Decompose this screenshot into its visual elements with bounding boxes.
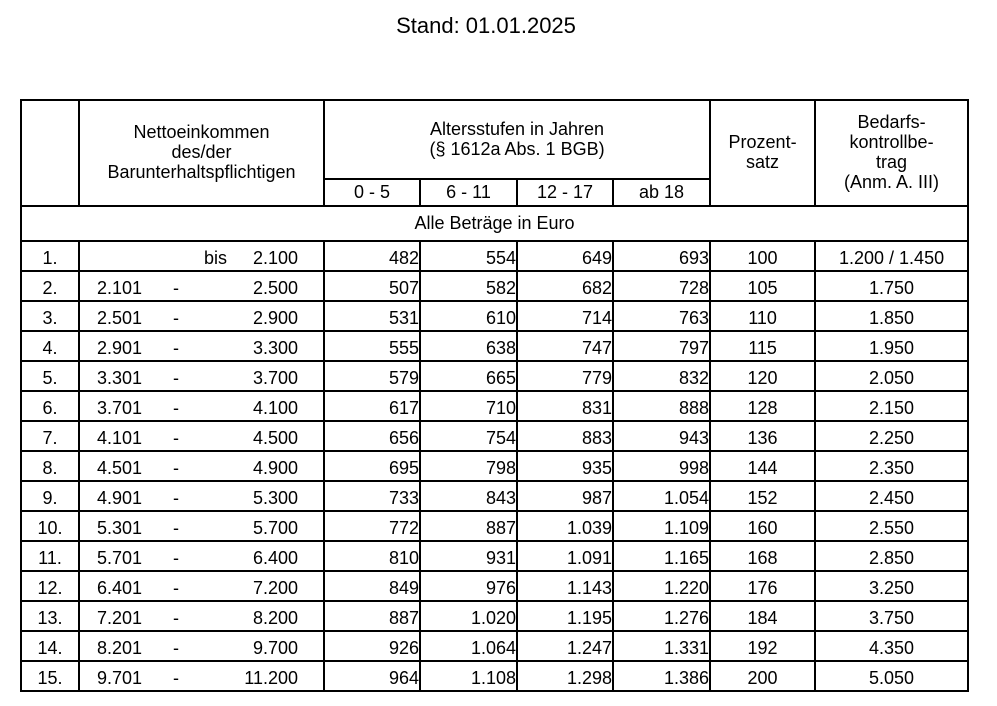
percent-value: 184 (710, 601, 815, 631)
amount-age-0-5: 482 (324, 241, 420, 271)
row-number: 6. (21, 391, 79, 421)
row-number: 2. (21, 271, 79, 301)
income-range (79, 541, 324, 571)
percent-value: 115 (710, 331, 815, 361)
table-row (21, 541, 968, 571)
need-amount-value: 2.450 (815, 481, 968, 511)
amount-age-6-11: 754 (420, 421, 517, 451)
percent-value: 120 (710, 361, 815, 391)
amount-age-6-11: 1.064 (420, 631, 517, 661)
amount-age-18-plus: 832 (613, 361, 710, 391)
amount-age-0-5: 507 (324, 271, 420, 301)
amount-age-12-17: 935 (517, 451, 613, 481)
amount-age-6-11: 887 (420, 511, 517, 541)
amount-age-6-11: 582 (420, 271, 517, 301)
amount-age-18-plus: 1.386 (613, 661, 710, 691)
income-dash: - (173, 578, 179, 599)
row-number: 7. (21, 421, 79, 451)
amount-age-0-5: 926 (324, 631, 420, 661)
amount-age-18-plus: 763 (613, 301, 710, 331)
percent-value: 168 (710, 541, 815, 571)
amount-age-12-17: 987 (517, 481, 613, 511)
income-lower: 4.901 (97, 488, 143, 509)
percent-value: 110 (710, 301, 815, 331)
amount-age-6-11: 931 (420, 541, 517, 571)
income-lower: 4.501 (97, 458, 143, 479)
amount-age-0-5: 656 (324, 421, 420, 451)
percent-value: 160 (710, 511, 815, 541)
unit-note: Alle Beträge in Euro (21, 206, 968, 241)
percent-value: 152 (710, 481, 815, 511)
header-number-cell (21, 100, 79, 206)
header-income: Nettoeinkommen des/der Barunterhaltspflichtigen (79, 100, 324, 206)
row-number: 13. (21, 601, 79, 631)
amount-age-12-17: 1.298 (517, 661, 613, 691)
row-number: 15. (21, 661, 79, 691)
age-group-12-17: 12 - 17 (517, 179, 613, 206)
income-range (79, 421, 324, 451)
income-lower: 2.901 (97, 338, 143, 359)
table-row (21, 331, 968, 361)
income-dash: - (173, 668, 179, 689)
amount-age-18-plus: 1.276 (613, 601, 710, 631)
income-upper: 4.500 (252, 428, 298, 449)
amount-age-6-11: 1.020 (420, 601, 517, 631)
income-lower: 5.701 (97, 548, 143, 569)
amount-age-0-5: 555 (324, 331, 420, 361)
income-dash: - (173, 518, 179, 539)
need-amount-value: 1.200 / 1.450 (815, 241, 968, 271)
percent-value: 136 (710, 421, 815, 451)
income-dash: - (173, 278, 179, 299)
amount-age-0-5: 531 (324, 301, 420, 331)
income-upper: 2.500 (252, 278, 298, 299)
percent-value: 105 (710, 271, 815, 301)
income-range (79, 301, 324, 331)
need-amount-value: 2.350 (815, 451, 968, 481)
amount-age-6-11: 610 (420, 301, 517, 331)
income-dash: - (173, 548, 179, 569)
percent-value: 100 (710, 241, 815, 271)
amount-age-6-11: 554 (420, 241, 517, 271)
income-dash: - (173, 338, 179, 359)
row-number: 9. (21, 481, 79, 511)
header-row-1 (21, 100, 968, 179)
amount-age-0-5: 733 (324, 481, 420, 511)
amount-age-6-11: 638 (420, 331, 517, 361)
table-row (21, 451, 968, 481)
income-lower: 3.701 (97, 398, 143, 419)
income-upper: 3.700 (252, 368, 298, 389)
income-range (79, 661, 324, 691)
need-amount-value: 5.050 (815, 661, 968, 691)
amount-age-0-5: 964 (324, 661, 420, 691)
percent-value: 192 (710, 631, 815, 661)
row-number: 3. (21, 301, 79, 331)
income-dash: - (173, 368, 179, 389)
income-dash: - (173, 608, 179, 629)
income-upper: 11.200 (244, 668, 298, 689)
need-amount-value: 2.250 (815, 421, 968, 451)
row-number: 10. (21, 511, 79, 541)
amount-age-12-17: 779 (517, 361, 613, 391)
income-range (79, 241, 324, 271)
amount-age-0-5: 579 (324, 361, 420, 391)
amount-age-6-11: 710 (420, 391, 517, 421)
amount-age-18-plus: 1.165 (613, 541, 710, 571)
table-row (21, 481, 968, 511)
income-upper: 7.200 (252, 578, 298, 599)
amount-age-12-17: 1.039 (517, 511, 613, 541)
income-upper: 8.200 (252, 608, 298, 629)
row-number: 4. (21, 331, 79, 361)
amount-age-12-17: 714 (517, 301, 613, 331)
percent-value: 176 (710, 571, 815, 601)
income-lower: 7.201 (97, 608, 143, 629)
age-group-6-11: 6 - 11 (420, 179, 517, 206)
amount-age-12-17: 682 (517, 271, 613, 301)
amount-age-6-11: 976 (420, 571, 517, 601)
table-row (21, 511, 968, 541)
income-range (79, 481, 324, 511)
amount-age-12-17: 1.143 (517, 571, 613, 601)
amount-age-0-5: 887 (324, 601, 420, 631)
amount-age-0-5: 849 (324, 571, 420, 601)
need-amount-value: 4.350 (815, 631, 968, 661)
income-lower: 8.201 (97, 638, 143, 659)
need-amount-value: 2.550 (815, 511, 968, 541)
row-number: 14. (21, 631, 79, 661)
income-upper: 9.700 (252, 638, 298, 659)
amount-age-18-plus: 888 (613, 391, 710, 421)
income-bis-label: bis (204, 248, 228, 269)
need-amount-value: 3.250 (815, 571, 968, 601)
income-range (79, 601, 324, 631)
income-range (79, 451, 324, 481)
amount-age-12-17: 747 (517, 331, 613, 361)
table-row (21, 301, 968, 331)
income-lower: 6.401 (97, 578, 143, 599)
amount-age-18-plus: 693 (613, 241, 710, 271)
maintenance-table (20, 99, 969, 692)
table-row (21, 571, 968, 601)
age-group-0-5: 0 - 5 (324, 179, 420, 206)
need-amount-value: 1.950 (815, 331, 968, 361)
amount-age-6-11: 798 (420, 451, 517, 481)
income-dash: - (173, 398, 179, 419)
amount-age-18-plus: 728 (613, 271, 710, 301)
table-row (21, 241, 968, 271)
income-range (79, 571, 324, 601)
percent-value: 200 (710, 661, 815, 691)
table-row (21, 361, 968, 391)
income-upper: 4.900 (252, 458, 298, 479)
income-range (79, 391, 324, 421)
income-range (79, 631, 324, 661)
amount-age-18-plus: 797 (613, 331, 710, 361)
amount-age-18-plus: 1.054 (613, 481, 710, 511)
table-row (21, 601, 968, 631)
income-lower: 5.301 (97, 518, 143, 539)
amount-age-0-5: 617 (324, 391, 420, 421)
need-amount-value: 2.850 (815, 541, 968, 571)
page-title: Stand: 01.01.2025 (396, 13, 576, 38)
amount-age-6-11: 1.108 (420, 661, 517, 691)
income-upper: 2.100 (252, 248, 298, 269)
need-amount-value: 1.850 (815, 301, 968, 331)
income-lower: 9.701 (97, 668, 143, 689)
amount-age-12-17: 883 (517, 421, 613, 451)
amount-age-6-11: 843 (420, 481, 517, 511)
amount-age-18-plus: 1.331 (613, 631, 710, 661)
need-amount-value: 1.750 (815, 271, 968, 301)
income-upper: 2.900 (252, 308, 298, 329)
amount-age-12-17: 831 (517, 391, 613, 421)
amount-age-12-17: 649 (517, 241, 613, 271)
table-row (21, 391, 968, 421)
need-amount-value: 2.050 (815, 361, 968, 391)
percent-value: 128 (710, 391, 815, 421)
amount-age-0-5: 810 (324, 541, 420, 571)
table-row (21, 421, 968, 451)
income-upper: 3.300 (252, 338, 298, 359)
income-dash: - (173, 638, 179, 659)
income-range (79, 271, 324, 301)
income-lower: 2.101 (97, 278, 143, 299)
income-lower: 4.101 (97, 428, 143, 449)
amount-age-18-plus: 998 (613, 451, 710, 481)
age-group-18-plus: ab 18 (613, 179, 710, 206)
row-number: 8. (21, 451, 79, 481)
income-upper: 5.300 (252, 488, 298, 509)
income-dash: - (173, 458, 179, 479)
amount-age-12-17: 1.247 (517, 631, 613, 661)
header-percent: Prozent- satz (710, 100, 815, 206)
percent-value: 144 (710, 451, 815, 481)
header-need-amount: Bedarfs- kontrollbe- trag (Anm. A. III) (815, 100, 968, 206)
row-number: 1. (21, 241, 79, 271)
income-range (79, 361, 324, 391)
row-number: 5. (21, 361, 79, 391)
need-amount-value: 2.150 (815, 391, 968, 421)
income-upper: 5.700 (252, 518, 298, 539)
income-upper: 4.100 (252, 398, 298, 419)
amount-age-0-5: 695 (324, 451, 420, 481)
income-dash: - (173, 428, 179, 449)
row-number: 11. (21, 541, 79, 571)
unit-note-row (21, 206, 968, 241)
amount-age-18-plus: 1.109 (613, 511, 710, 541)
income-upper: 6.400 (252, 548, 298, 569)
header-age-groups: Altersstufen in Jahren (§ 1612a Abs. 1 BGB) (324, 100, 710, 179)
income-range (79, 331, 324, 361)
row-number: 12. (21, 571, 79, 601)
income-dash: - (173, 488, 179, 509)
table-body (21, 100, 968, 691)
amount-age-6-11: 665 (420, 361, 517, 391)
table-row (21, 661, 968, 691)
amount-age-18-plus: 943 (613, 421, 710, 451)
amount-age-0-5: 772 (324, 511, 420, 541)
income-dash: - (173, 308, 179, 329)
income-lower: 3.301 (97, 368, 143, 389)
table-row (21, 271, 968, 301)
table-row (21, 631, 968, 661)
income-lower: 2.501 (97, 308, 143, 329)
amount-age-12-17: 1.195 (517, 601, 613, 631)
income-range (79, 511, 324, 541)
amount-age-12-17: 1.091 (517, 541, 613, 571)
amount-age-18-plus: 1.220 (613, 571, 710, 601)
need-amount-value: 3.750 (815, 601, 968, 631)
